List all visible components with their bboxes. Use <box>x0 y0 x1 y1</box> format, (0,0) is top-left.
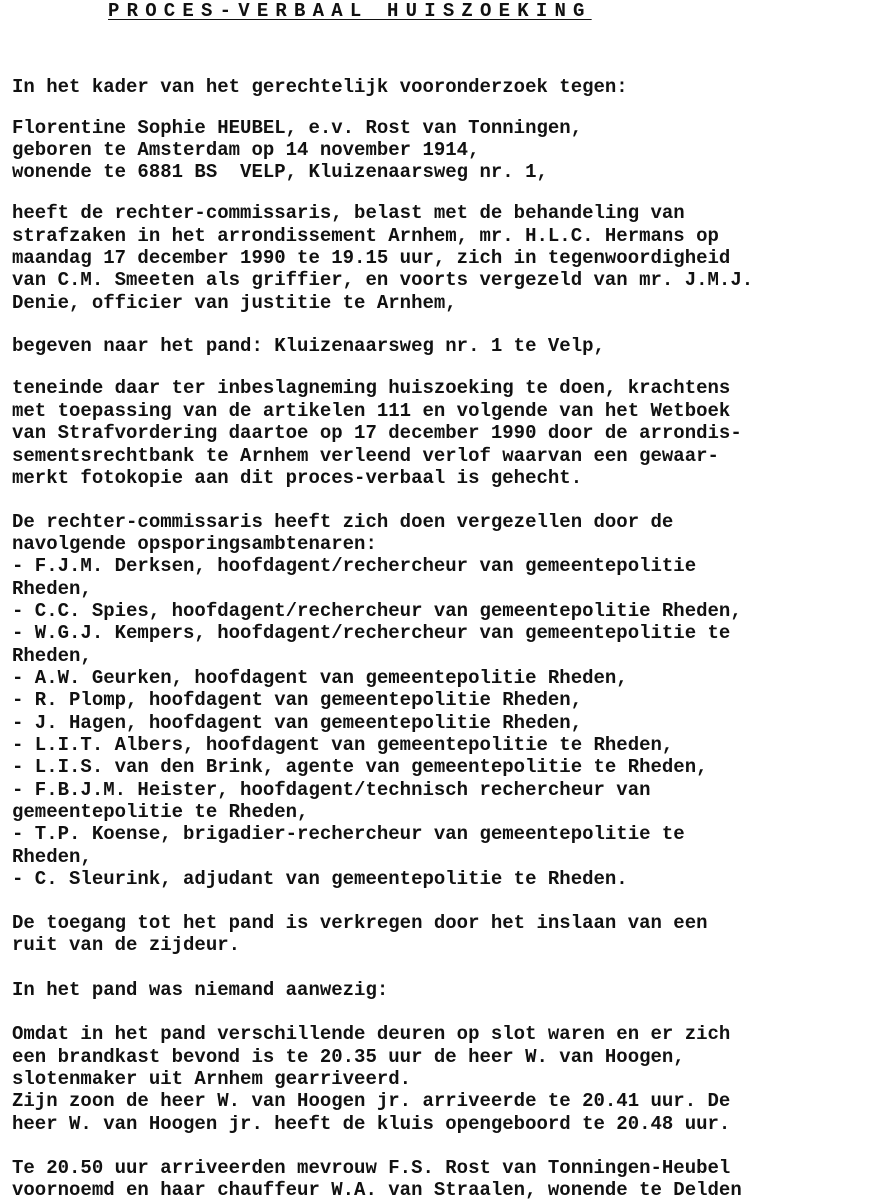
text-line: Rheden, <box>12 578 92 600</box>
text-line: - F.B.J.M. Heister, hoofdagent/technisch rechercheur van <box>12 779 651 801</box>
text-line: - J. Hagen, hoofdagent van gemeentepolitie Rheden, <box>12 712 583 734</box>
text-line: - R. Plomp, hoofdagent van gemeentepolitie Rheden, <box>12 689 583 711</box>
text-line: Denie, officier van justitie te Arnhem, <box>12 292 457 314</box>
text-line: van C.M. Smeeten als griffier, en voorts vergezeld van mr. J.M.J. <box>12 269 754 291</box>
text-line: - C.C. Spies, hoofdagent/rechercheur van gemeentepolitie Rheden, <box>12 600 742 622</box>
text-line: - L.I.T. Albers, hoofdagent van gemeentepolitie te Rheden, <box>12 734 674 756</box>
text-line: heeft de rechter-commissaris, belast met de behandeling van <box>12 202 685 224</box>
text-line: Rheden, <box>12 846 92 868</box>
text-line: begeven naar het pand: Kluizenaarsweg nr. 1 te Velp, <box>12 335 605 357</box>
text-line: Te 20.50 uur arriveerden mevrouw F.S. Rost van Tonningen-Heubel <box>12 1157 731 1179</box>
text-line: ruit van de zijdeur. <box>12 934 241 956</box>
text-line: gemeentepolitie te Rheden, <box>12 801 309 823</box>
text-line: maandag 17 december 1990 te 19.15 uur, zich in tegenwoordigheid <box>12 247 731 269</box>
text-line: merkt fotokopie aan dit proces-verbaal is gehecht. <box>12 467 583 489</box>
text-line: - F.J.M. Derksen, hoofdagent/rechercheur van gemeentepolitie <box>12 555 697 577</box>
text-line: - W.G.J. Kempers, hoofdagent/rechercheur van gemeentepolitie te <box>12 622 731 644</box>
text-line: van Strafvordering daartoe op 17 december 1990 door de arrondis- <box>12 422 742 444</box>
text-line: strafzaken in het arrondissement Arnhem, mr. H.L.C. Hermans op <box>12 225 719 247</box>
text-line: De toegang tot het pand is verkregen door het inslaan van een <box>12 912 708 934</box>
text-line: In het pand was niemand aanwezig: <box>12 979 389 1001</box>
text-line: - A.W. Geurken, hoofdagent van gemeentepolitie Rheden, <box>12 667 628 689</box>
text-line: voornoemd en haar chauffeur W.A. van Straalen, wonende te Delden <box>12 1179 742 1201</box>
text-line: slotenmaker uit Arnhem gearriveerd. <box>12 1068 412 1090</box>
text-line: In het kader van het gerechtelijk vooronderzoek tegen: <box>12 76 628 98</box>
text-line: De rechter-commissaris heeft zich doen vergezellen door de <box>12 511 674 533</box>
text-line: wonende te 6881 BS VELP, Kluizenaarsweg nr. 1, <box>12 161 548 183</box>
text-line: - C. Sleurink, adjudant van gemeentepolitie te Rheden. <box>12 868 628 890</box>
text-line: Florentine Sophie HEUBEL, e.v. Rost van Tonningen, <box>12 117 583 139</box>
text-line: geboren te Amsterdam op 14 november 1914, <box>12 139 480 161</box>
text-line: navolgende opsporingsambtenaren: <box>12 533 377 555</box>
text-line: een brandkast bevond is te 20.35 uur de heer W. van Hoogen, <box>12 1046 685 1068</box>
text-line: heer W. van Hoogen jr. heeft de kluis opengeboord te 20.48 uur. <box>12 1113 731 1135</box>
text-line: - T.P. Koense, brigadier-rechercheur van gemeentepolitie te <box>12 823 685 845</box>
text-line: Zijn zoon de heer W. van Hoogen jr. arriveerde te 20.41 uur. De <box>12 1090 731 1112</box>
text-line: teneinde daar ter inbeslagneming huiszoeking te doen, krachtens <box>12 377 731 399</box>
text-line: met toepassing van de artikelen 111 en volgende van het Wetboek <box>12 400 731 422</box>
document-title: PROCES-VERBAAL HUISZOEKING <box>108 0 592 22</box>
text-line: Omdat in het pand verschillende deuren op slot waren en er zich <box>12 1023 731 1045</box>
text-line: sementsrechtbank te Arnhem verleend verlof waarvan een gewaar- <box>12 445 719 467</box>
text-line: Rheden, <box>12 645 92 667</box>
text-line: - L.I.S. van den Brink, agente van gemeentepolitie te Rheden, <box>12 756 708 778</box>
